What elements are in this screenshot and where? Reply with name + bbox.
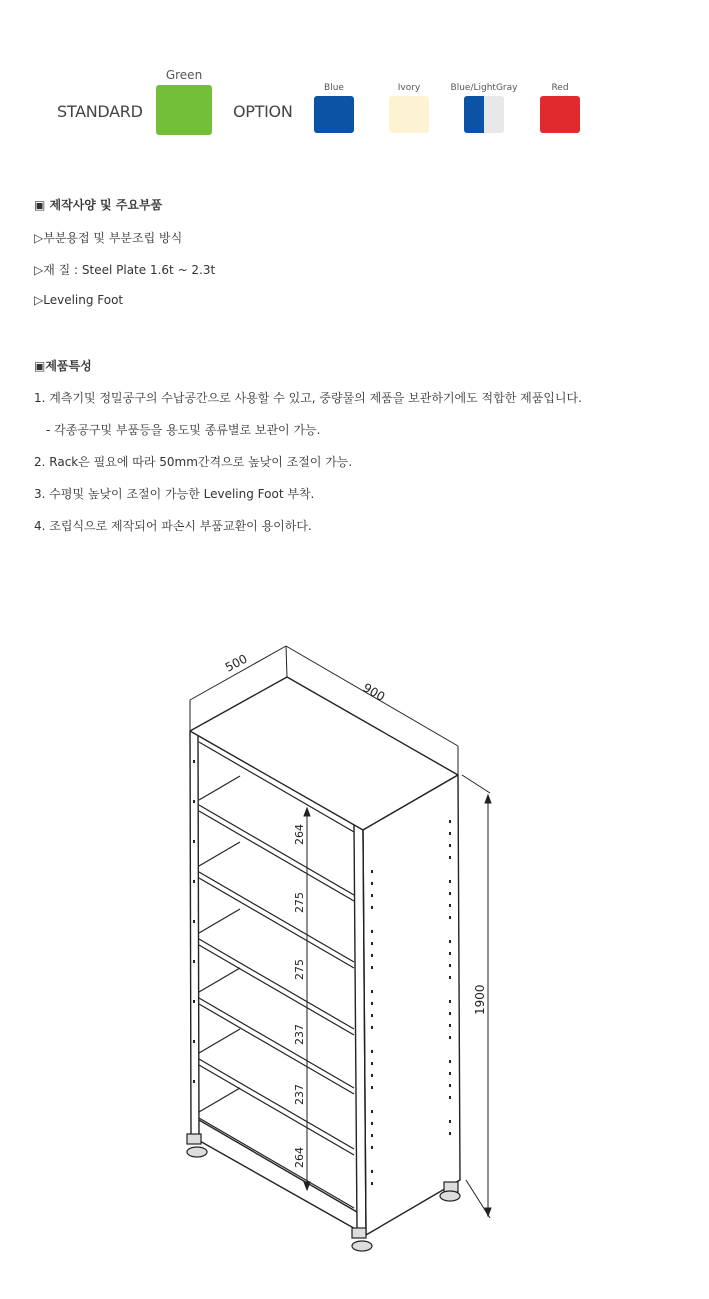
swatch-name: Blue/LightGray [450, 83, 518, 93]
features-heading: ▣제품특성 [34, 359, 92, 373]
feature-subitem: - 각종공구및 부품등을 용도및 종류별로 보관이 가능. [46, 423, 321, 437]
standard-label: STANDARD [57, 102, 143, 121]
option-label: OPTION [233, 102, 293, 121]
feature-item: 2. Rack은 필요에 따라 50mm간격으로 높낮이 조절이 가능. [34, 455, 353, 469]
feature-item: 3. 수평및 높낮이 조절이 가능한 Leveling Foot 부착. [34, 487, 315, 501]
swatch-name: Blue [324, 83, 344, 93]
rack-technical-drawing [150, 630, 510, 1270]
swatch-green [152, 68, 216, 135]
spec-heading: ▣ 제작사양 및 주요부품 [34, 198, 163, 212]
depth-label: 500 [222, 651, 250, 675]
swatch-color [389, 96, 429, 133]
shelf-gap-label: 275 [293, 892, 306, 913]
shelf-gap-label: 237 [293, 1084, 306, 1105]
feature-item: 4. 조립식으로 제작되어 파손시 부품교환이 용이하다. [34, 519, 312, 533]
swatch-color [314, 96, 354, 133]
swatch-blue-lightgray [448, 83, 520, 133]
swatch-name: Ivory [397, 83, 421, 93]
width-label: 900 [360, 680, 388, 705]
shelf-gap-label: 275 [293, 959, 306, 980]
swatch-half-blue [464, 96, 484, 133]
spec-item: ▷재 질 : Steel Plate 1.6t ~ 2.3t [34, 263, 216, 277]
swatch-name: Green [165, 68, 203, 82]
swatch-color [540, 96, 580, 133]
swatch-name: Red [551, 83, 569, 93]
swatch-color [464, 96, 504, 133]
color-options [0, 0, 709, 150]
swatch-blue [309, 83, 359, 133]
spec-item: ▷Leveling Foot [34, 293, 124, 307]
swatch-red [536, 83, 584, 133]
swatch-color [156, 85, 212, 135]
feature-item: 1. 계측기및 정밀공구의 수납공간으로 사용할 수 있고, 중량물의 제품을 보관하기에도 적합한 제품입니다. [34, 391, 582, 405]
spec-item: ▷부분용접 및 부분조립 방식 [34, 231, 183, 245]
swatch-half-lightgray [484, 96, 504, 133]
shelf-gap-label: 237 [293, 1024, 306, 1045]
height-label: 1900 [473, 984, 487, 1015]
shelf-gap-label: 264 [293, 1147, 306, 1168]
swatch-ivory [385, 83, 433, 133]
shelf-gap-label: 264 [293, 824, 306, 845]
